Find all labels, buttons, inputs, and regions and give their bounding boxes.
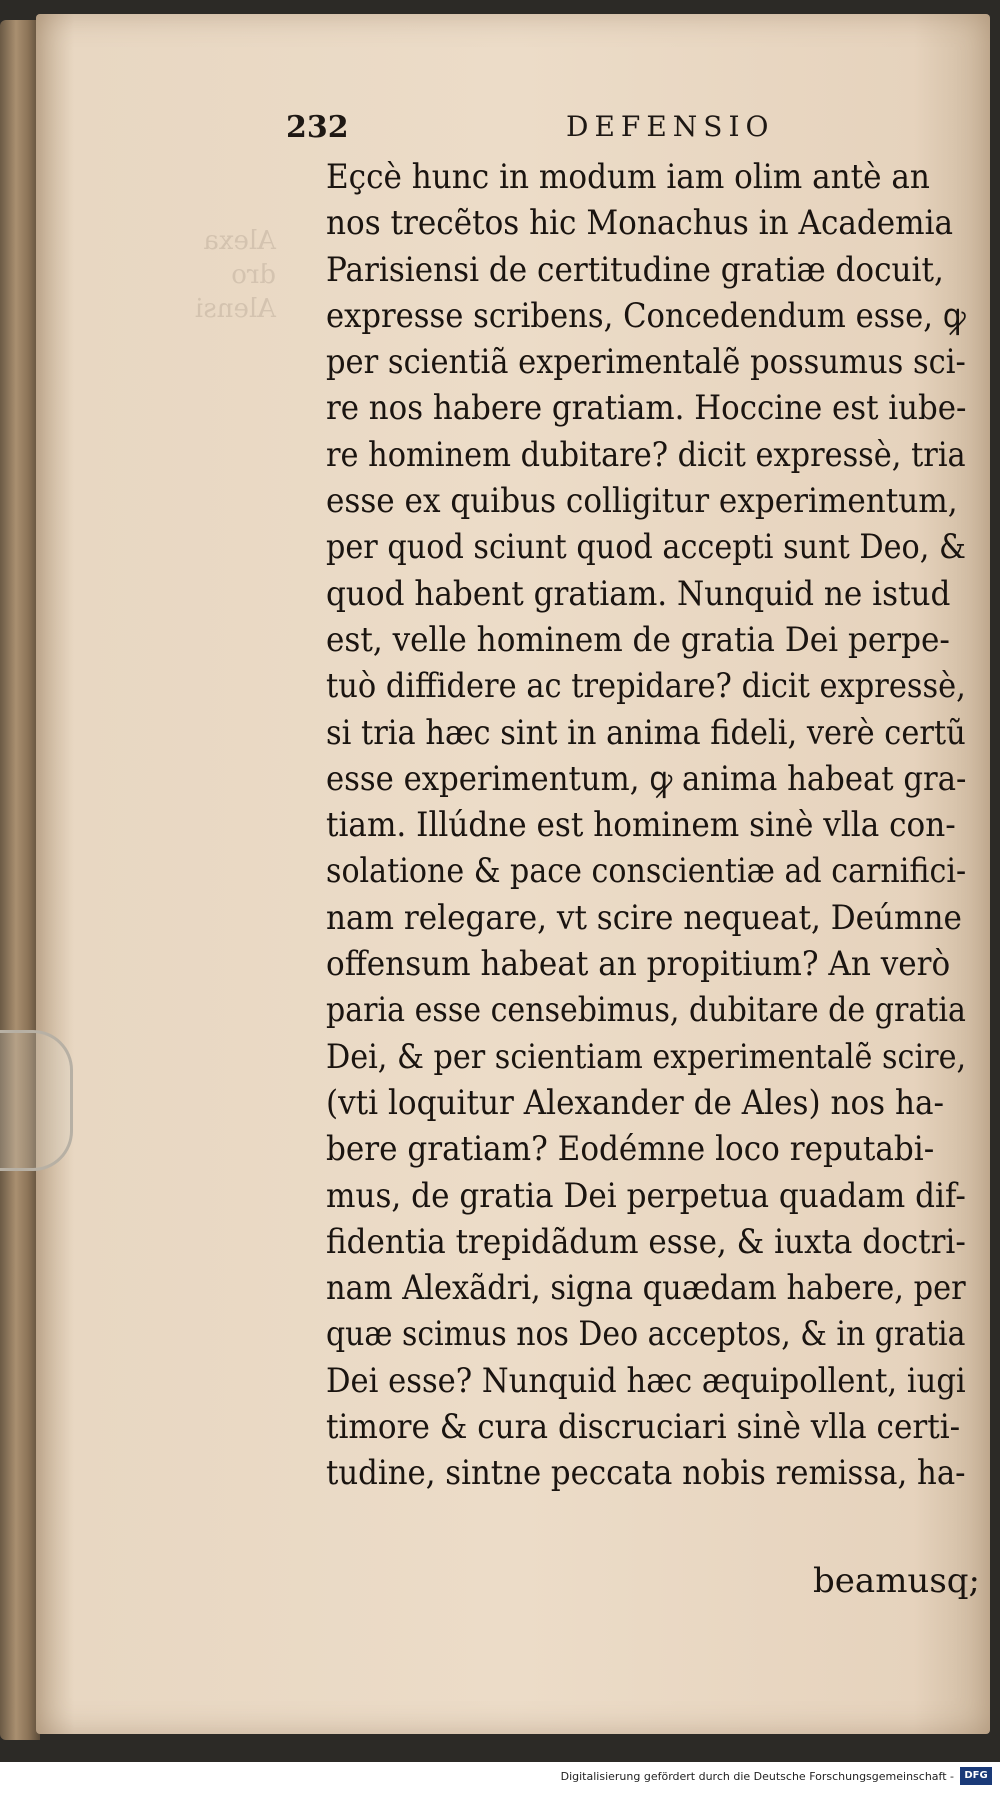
text-line: bere gratiam? Eodémne loco reputabi- <box>326 1129 935 1170</box>
text-line: nam Alexãdri, signa quædam habere, per <box>326 1268 966 1309</box>
text-line: (vti loquitur Alexander de Ales) nos ha- <box>326 1082 945 1123</box>
show-through-text: Alexa dro Alensi <box>195 226 276 324</box>
text-line: timore & cura discruciari sinè vlla certi- <box>326 1407 961 1448</box>
text-line: si tria hæc sint in anima fideli, verè certũ <box>326 712 966 753</box>
running-title: DEFENSIO <box>566 110 775 143</box>
funding-credit: Digitalisierung gefördert durch die Deutsche Forschungsgemeinschaft - <box>560 1770 954 1783</box>
text-line: re nos habere gratiam. Hoccine est iube- <box>326 388 967 429</box>
text-line: Dei esse? Nunquid hæc æquipollent, iugi <box>326 1360 966 1401</box>
text-line: quod habent gratiam. Nunquid ne istud <box>326 573 951 614</box>
text-line: per scientiã experimentalẽ possumus sci- <box>326 342 966 383</box>
text-line: esse ex quibus colligitur experimentum, <box>326 481 958 522</box>
text-line: nos trecẽtos hic Monachus in Academia <box>326 203 954 244</box>
text-line: Parisiensi de certitudine gratiæ docuit, <box>326 249 944 290</box>
text-line: offensum habeat an propitium? An verò <box>326 944 951 985</box>
body-text <box>326 154 1000 1497</box>
text-line: re hominem dubitare? dicit expressè, tria <box>326 434 966 475</box>
page-clip <box>0 1030 73 1171</box>
text-line: tudine, sintne peccata nobis remissa, ha- <box>326 1453 966 1494</box>
text-line: tiam. Illúdne est hominem sinè vlla con- <box>326 805 956 846</box>
text-line: quæ scimus nos Deo acceptos, & in gratia <box>326 1314 966 1355</box>
page-number: 232 <box>286 110 349 145</box>
text-line: tuò diffidere ac trepidare? dicit expressè, <box>326 666 966 707</box>
text-line: nam relegare, vt scire nequeat, Deúmne <box>326 897 962 938</box>
text-line: mus, de gratia Dei perpetua quadam dif- <box>326 1175 966 1216</box>
text-line: esse experimentum, ꝙ anima habeat gra- <box>326 758 967 799</box>
text-line: paria esse censebimus, dubitare de gratia <box>326 990 966 1031</box>
page-header <box>286 110 1000 150</box>
text-line: fidentia trepidãdum esse, & iuxta doctri- <box>326 1221 966 1262</box>
text-line: per quod sciunt quod accepti sunt Deo, & <box>326 527 966 568</box>
text-line: est, velle hominem de gratia Dei perpe- <box>326 619 950 660</box>
text-line: Eçcè hunc in modum iam olim antè an <box>326 157 930 197</box>
book-fore-edge <box>0 20 40 1740</box>
text-line: expresse scribens, Concedendum esse, ꝙ <box>326 295 966 336</box>
book-page <box>36 14 990 1734</box>
text-line: solatione & pace conscientiæ ad carnifici- <box>326 851 967 892</box>
catchword: beamusq; <box>813 1561 980 1601</box>
text-line: Dei, & per scientiam experimentalẽ scire, <box>326 1036 967 1077</box>
dfg-logo: DFG <box>960 1767 992 1785</box>
digitization-footer <box>0 1762 1000 1796</box>
